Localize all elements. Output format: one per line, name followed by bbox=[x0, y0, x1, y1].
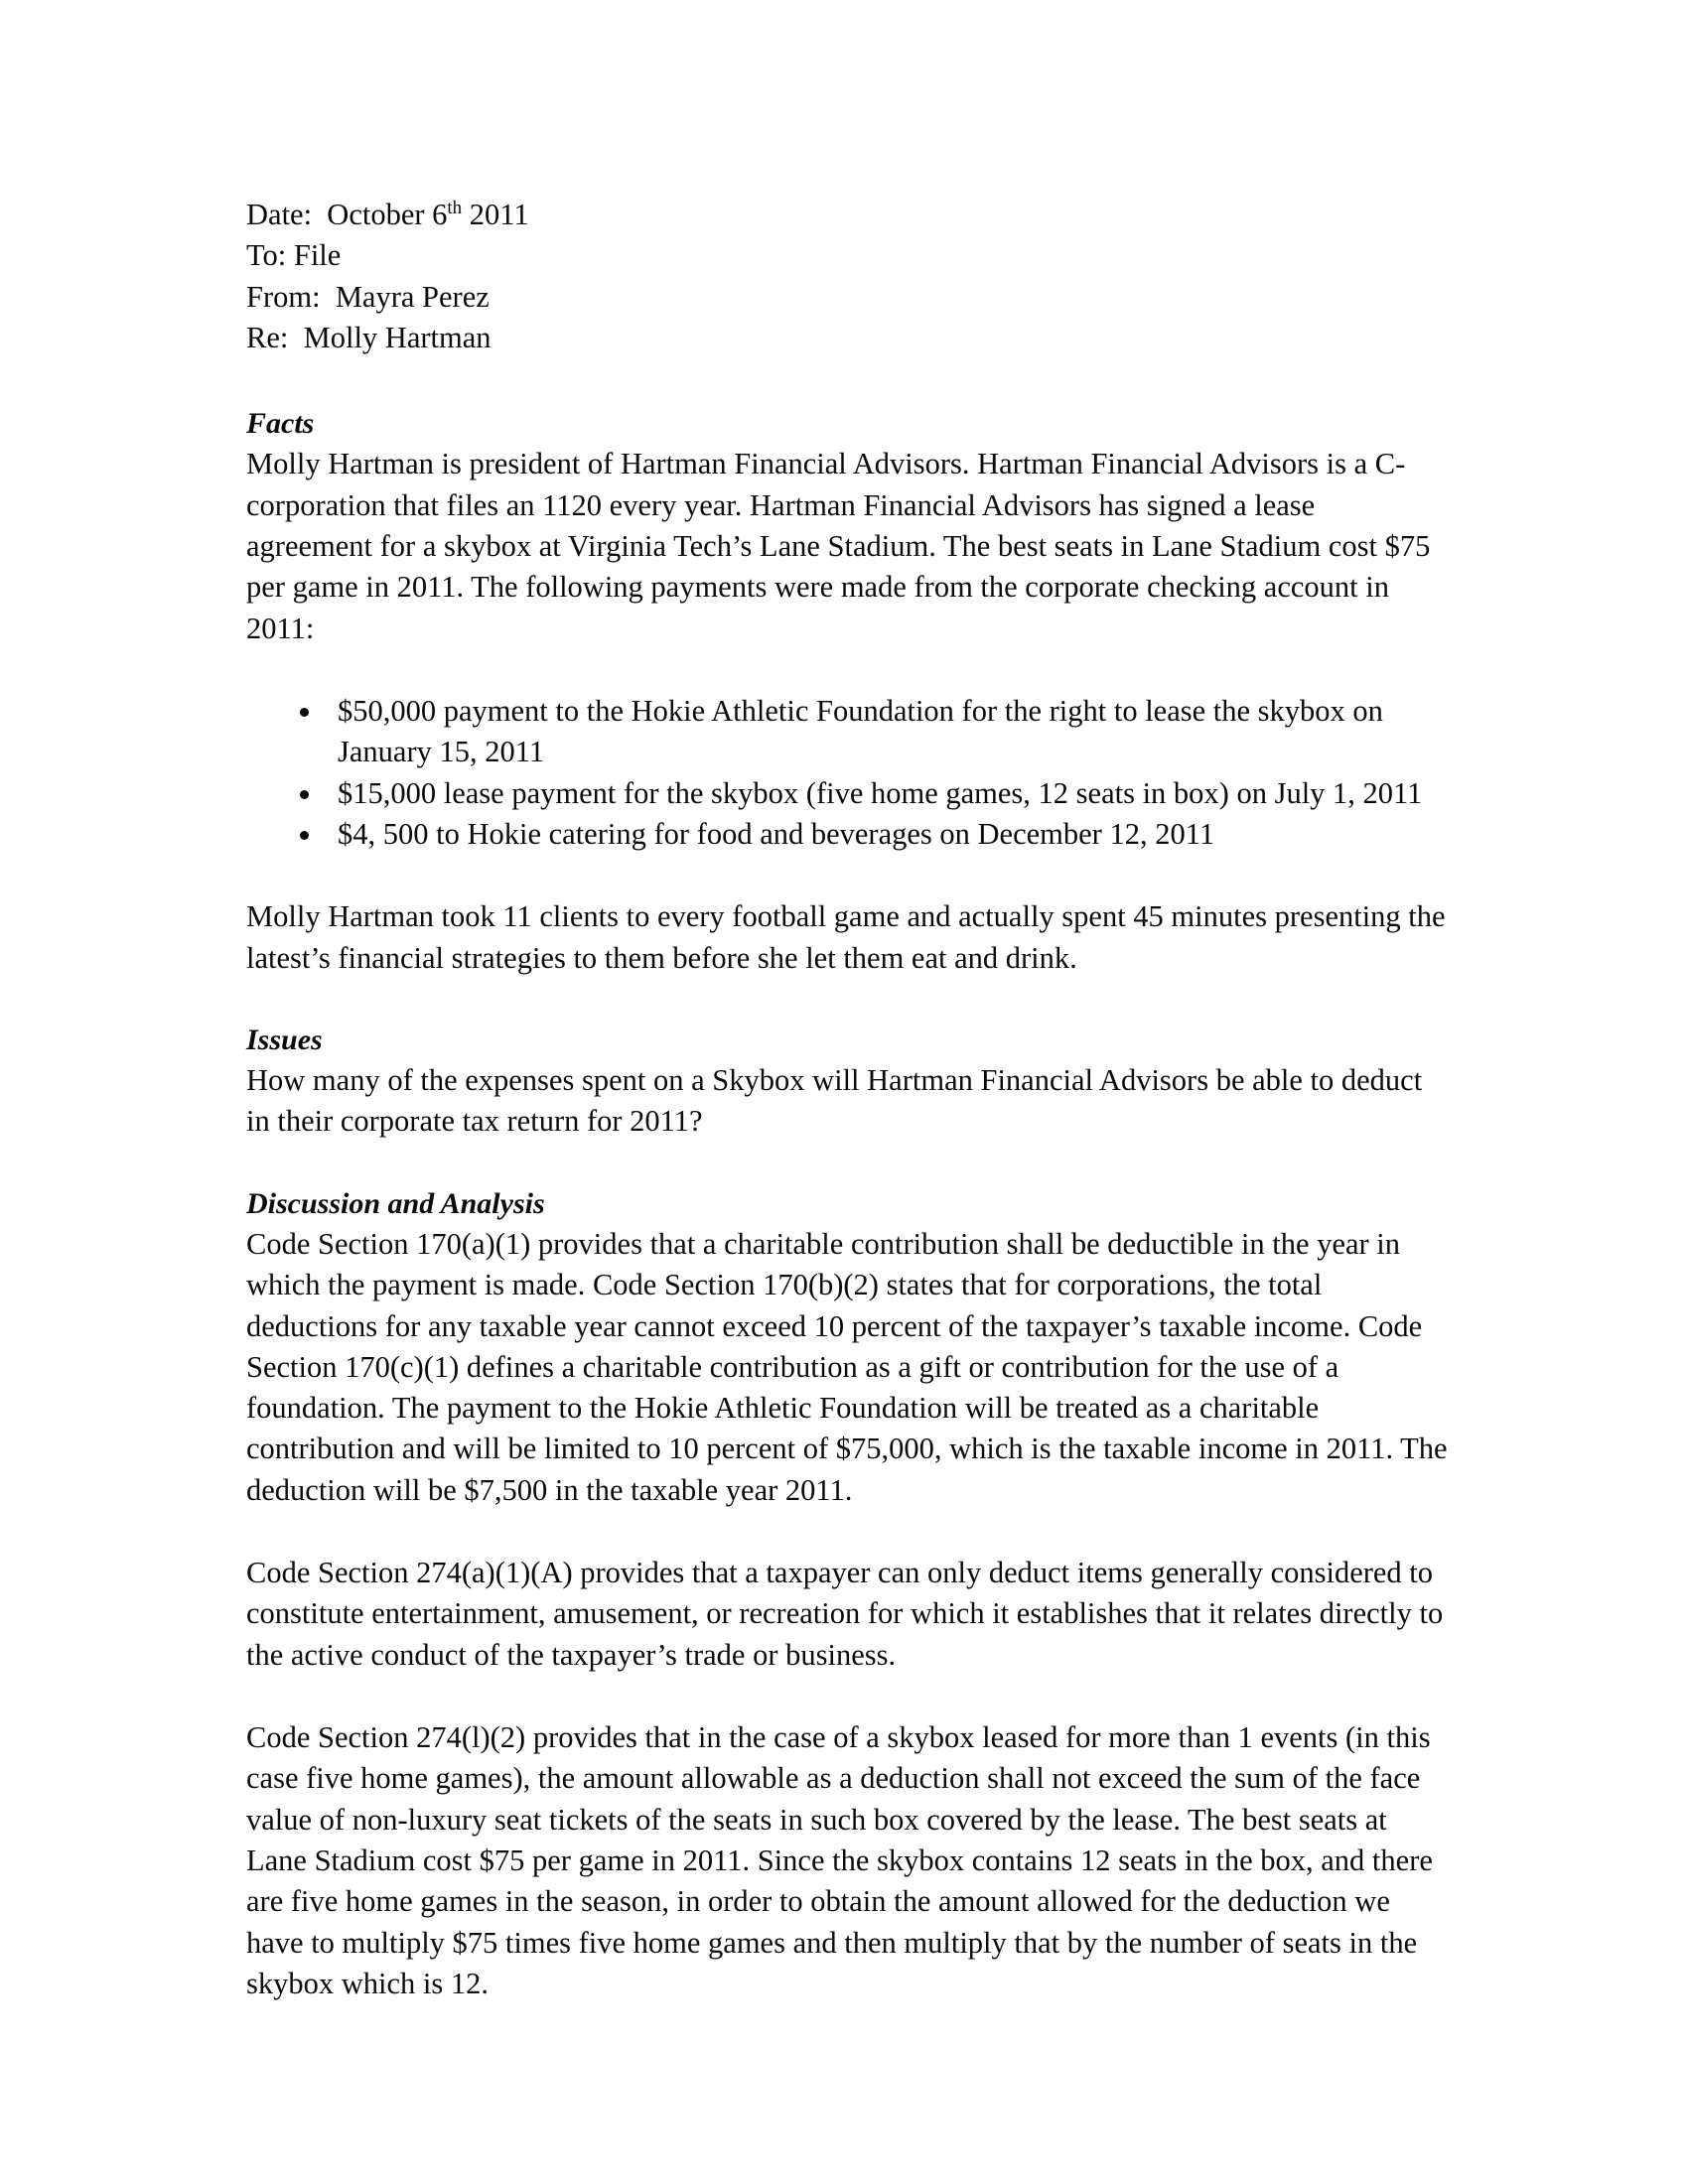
memo-date-line bbox=[246, 195, 1448, 235]
bullet-icon bbox=[300, 790, 309, 799]
spacer bbox=[246, 649, 1448, 691]
discussion-paragraph-3: Code Section 274(l)(2) provides that in the case of a skybox leased for more than 1 events (in this case five home games), the amount allowable as a deduction shall not exceed the sum of the face value of non-luxury seat tickets of the seats in such box covered by the lease. The best seats at Lane Stadium cost $75 per game in 2011. Since the skybox contains 12 seats in the box, and there are five home games in the season, in order to obtain the amount allowed for the deduction we have to multiply $75 times five home games and then multiply that by the number of seats in the skybox which is 12. bbox=[246, 1720, 1433, 2000]
document-body bbox=[246, 195, 1448, 2004]
facts-closing-paragraph: Molly Hartman took 11 clients to every football game and actually spent 45 minutes presenting the latest’s financial strategies to them before she let them eat and drink. bbox=[246, 899, 1446, 975]
facts-paragraph: Molly Hartman is president of Hartman Financial Advisors. Hartman Financial Advisors is a C-corporation that files an 1120 every year. Hartman Financial Advisors has signed a lease agreement for a skybox at Virginia Tech’s Lane Stadium. The best seats in Lane Stadium cost $75 per game in 2011. The following payments were made from the corporate checking account in 2011: bbox=[246, 447, 1431, 645]
facts-payment-list bbox=[246, 691, 1448, 855]
memo-to-line: To: File bbox=[246, 238, 342, 273]
section-heading-facts: Facts bbox=[246, 407, 315, 441]
list-item bbox=[294, 773, 1448, 814]
spacer bbox=[246, 1143, 1448, 1184]
spacer bbox=[246, 855, 1448, 896]
bullet-icon bbox=[300, 831, 309, 840]
discussion-paragraph-1: Code Section 170(a)(1) provides that a charitable contribution shall be deductible in the year in which the payment is made. Code Section 170(b)(2) states that for corporations, the total deductions for any taxable year cannot exceed 10 percent of the taxpayer’s taxable income. Code Section 170(c)(1) defines a charitable contribution as a gift or contribution for the use of a foundation. The payment to the Hokie Athletic Foundation will be treated as a charitable contribution and will be limited to 10 percent of $75,000, which is the taxable income in 2011. The deduction will be $7,500 in the taxable year 2011. bbox=[246, 1226, 1448, 1507]
section-heading-issues: Issues bbox=[246, 1023, 323, 1056]
list-item bbox=[294, 691, 1448, 773]
spacer bbox=[246, 979, 1448, 1021]
issues-paragraph: How many of the expenses spent on a Skybox will Hartman Financial Advisors be able to deduct in their corporate tax return for 2011? bbox=[246, 1063, 1423, 1139]
list-item bbox=[294, 814, 1448, 855]
memo-header-block bbox=[246, 195, 1448, 358]
memo-re-line: Re: Molly Hartman bbox=[246, 320, 492, 354]
memo-date-year: 2011 bbox=[462, 198, 529, 231]
memo-date-ordinal: th bbox=[447, 197, 463, 218]
discussion-paragraph-2: Code Section 274(a)(1)(A) provides that a taxpayer can only deduct items generally considered to constitute entertainment, amusement, or recreation for which it establishes that it relates directly to the active conduct of the taxpayer’s trade or business. bbox=[246, 1556, 1444, 1672]
spacer bbox=[246, 1676, 1448, 1717]
memo-date-label: Date: October 6 bbox=[246, 198, 448, 231]
memo-from-line: From: Mayra Perez bbox=[246, 279, 490, 314]
section-heading-discussion-and-analysis: Discussion and Analysis bbox=[246, 1186, 545, 1220]
spacer bbox=[246, 1511, 1448, 1553]
bullet-icon bbox=[300, 708, 309, 717]
list-item-text: $50,000 payment to the Hokie Athletic Foundation for the right to lease the skybox on January 15, 2011 bbox=[338, 694, 1383, 769]
list-item-text: $15,000 lease payment for the skybox (five home games, 12 seats in box) on July 1, 2011 bbox=[338, 775, 1423, 810]
list-item-text: $4, 500 to Hokie catering for food and beverages on December 12, 2011 bbox=[338, 816, 1215, 851]
spacer bbox=[246, 364, 1448, 404]
